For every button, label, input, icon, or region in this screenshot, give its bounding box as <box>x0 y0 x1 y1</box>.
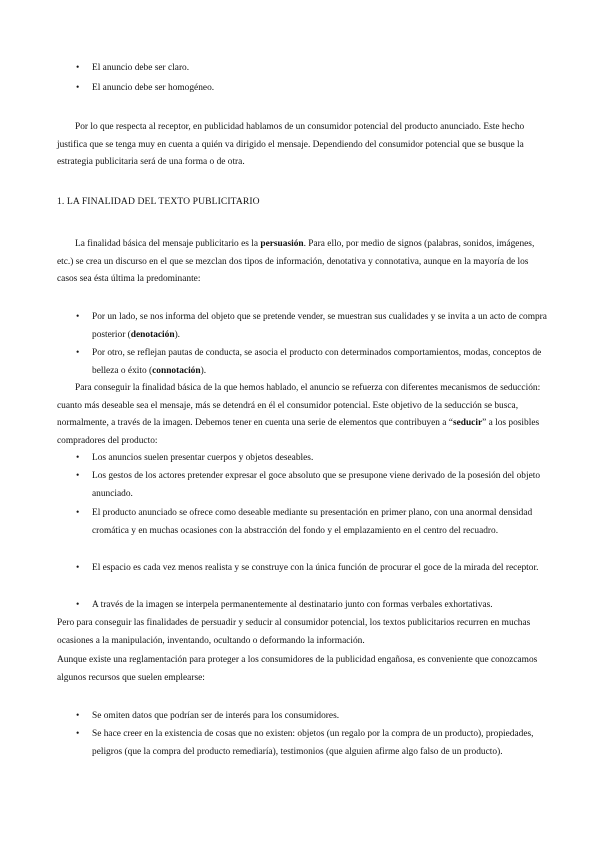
paragraph-finalidad: La finalidad básica del mensaje publicitario es la persuasión. Para ello, por medio de signos (palabras, sonidos, imágenes, etc.) se crea un discurso en el que se mezclan dos tipos de información, denotativa y connotativa, aunque en la mayoría de los casos sea ésta última la predominante: <box>57 239 535 285</box>
paragraph-seduccion: Para conseguir la finalidad básica de la que hemos hablado, el anuncio se refuerza con diferentes mecanismos de seducción: cuanto más deseable sea el mensaje, más se detendrá en él el consumidor potencial. Este objetivo de la seducción se busca, normalmente, a través de la imagen. Debemos tener en cuenta una serie de elementos que contribuyen a “seducir” a los posibles compradores del producto: <box>57 383 541 446</box>
list-item: • El espacio es cada vez menos realista y se construye con la única función de procurar el goce de la mirada del receptor. <box>76 560 562 578</box>
list-item: • El anuncio debe ser claro. <box>76 60 562 78</box>
bullet-icon: • <box>76 63 80 73</box>
list-item: • Se hace creer en la existencia de cosas que no existen: objetos (un regalo por la compra de un producto), propiedades, peligros (que la compra del producto remediaría), testimonios (que alguien afirme algo falso de un producto). <box>76 726 562 761</box>
list-item: • Por otro, se reflejan pautas de conducta, se asocia el producto con determinados comportamientos, modas, conceptos de belleza o éxito (connotación). <box>76 345 562 380</box>
bullet-icon: • <box>76 563 80 573</box>
bullet-icon: • <box>76 600 80 610</box>
bullet-icon: • <box>76 348 80 358</box>
section-heading: 1. LA FINALIDAD DEL TEXTO PUBLICITARIO <box>57 196 260 207</box>
bullet-icon: • <box>76 508 80 518</box>
paragraph-reglamentacion: Aunque existe una reglamentación para proteger a los consumidores de la publicidad engañosa, es conveniente que conozcamos algunos recursos que suelen emplearse: <box>57 655 538 683</box>
list-item: • El anuncio debe ser homogéneo. <box>76 80 562 98</box>
bullet-icon: • <box>76 729 80 739</box>
bullet-icon: • <box>76 471 80 481</box>
list-item: • Los anuncios suelen presentar cuerpos y objetos deseables. <box>76 450 562 468</box>
bullet-icon: • <box>76 83 80 93</box>
list-item: • Se omiten datos que podrían ser de interés para los consumidores. <box>76 708 562 726</box>
list-item: • El producto anunciado se ofrece como deseable mediante su presentación en primer plano, con una anormal densidad cromática y en muchas ocasiones con la abstracción del fondo y el emplazamiento en el centro del recuadro. <box>76 505 562 540</box>
paragraph-manipulacion: Pero para conseguir las finalidades de persuadir y seducir al consumidor potencial, los textos publicitarios recurren en muchas ocasiones a la manipulación, inventando, ocultando o deformando la información. <box>57 618 531 646</box>
bullet-icon: • <box>76 453 80 463</box>
list-item: • Los gestos de los actores pretender expresar el goce absoluto que se presupone viene derivado de la posesión del objeto anunciado. <box>76 468 562 503</box>
bullet-icon: • <box>76 711 80 721</box>
list-item: • Por un lado, se nos informa del objeto que se pretende vender, se muestran sus cualidades y se invita a un acto de compra posterior (denotación). <box>76 309 562 344</box>
paragraph-receptor: Por lo que respecta al receptor, en publicidad hablamos de un consumidor potencial del producto anunciado. Este hecho justifica que se tenga muy en cuenta a quién va dirigido el mensaje. Dependiendo del consumidor potencial que se busque la estrategia publicitaria será de una forma o de otra. <box>57 122 525 168</box>
bullet-icon: • <box>76 312 80 322</box>
list-item: • A través de la imagen se interpela permanentemente al destinatario junto con formas verbales exhortativas. <box>76 597 562 615</box>
